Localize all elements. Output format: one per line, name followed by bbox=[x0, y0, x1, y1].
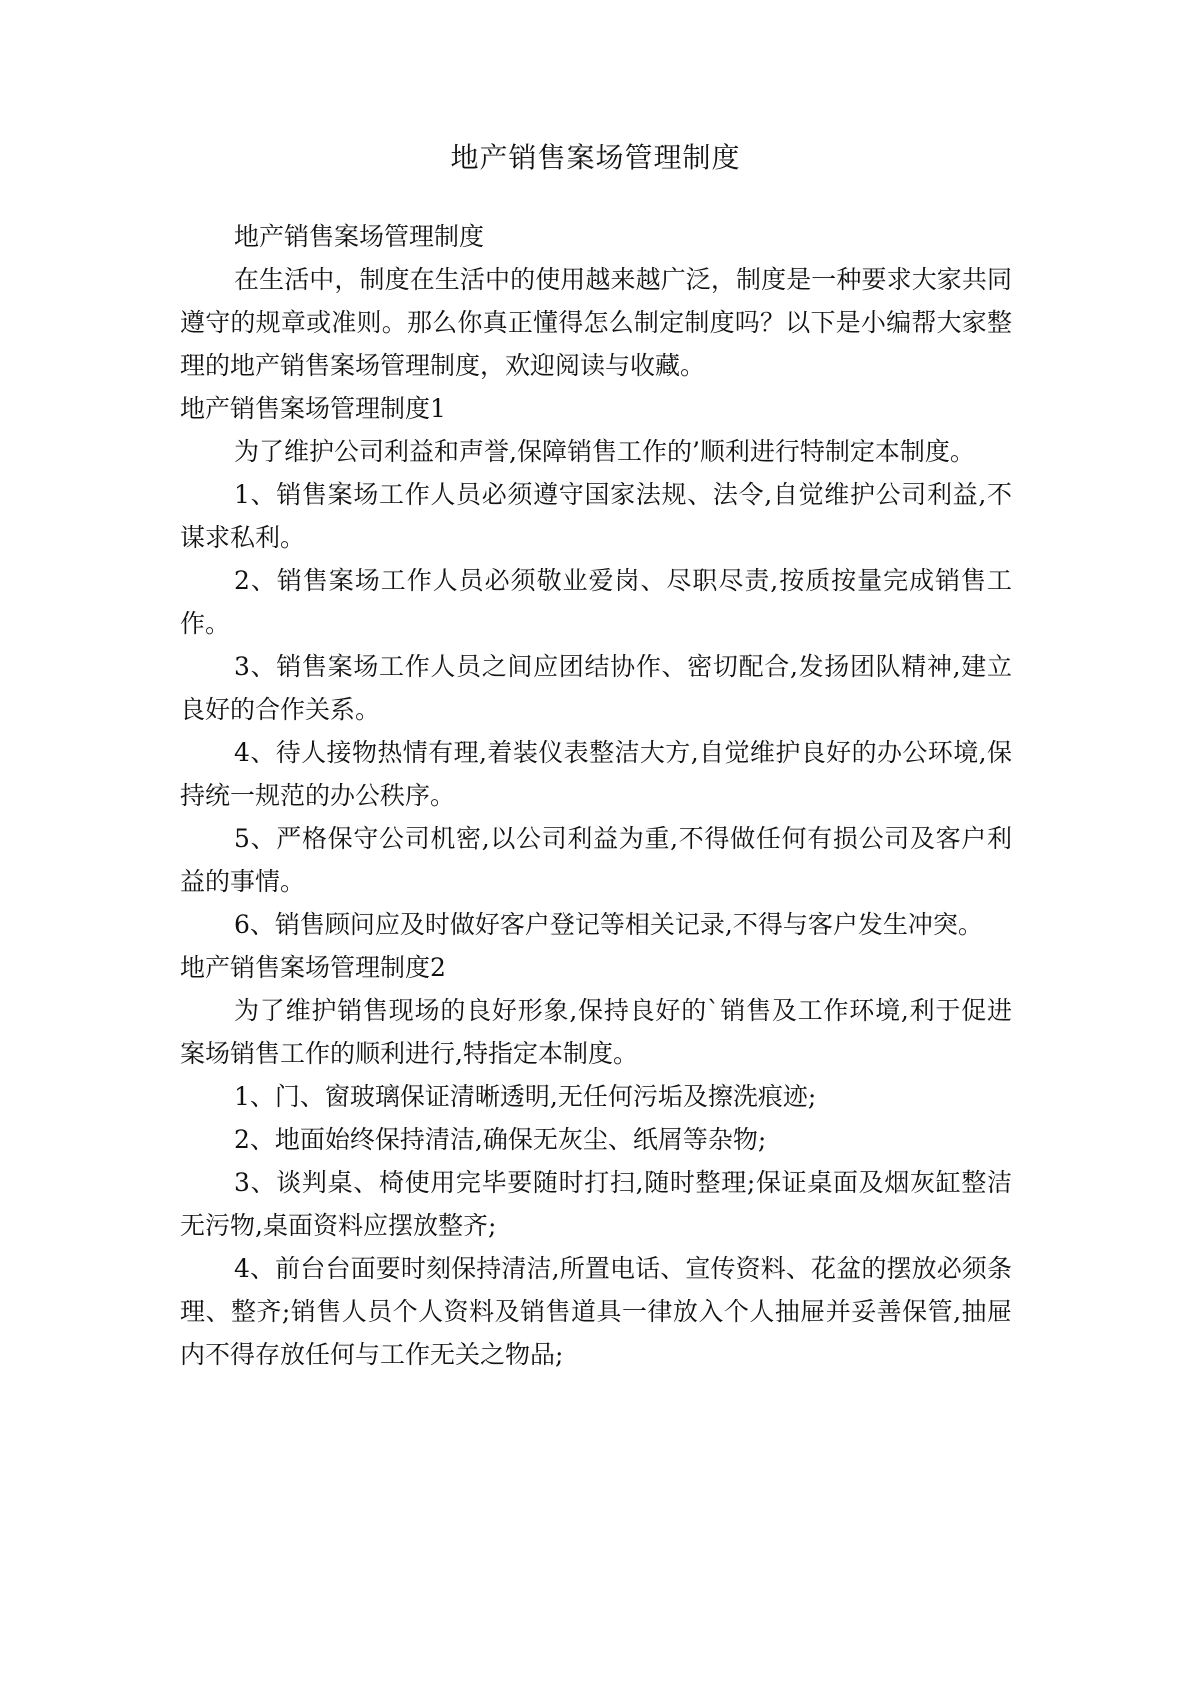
section-2-item-1: 1、门、窗玻璃保证清晰透明,无任何污垢及擦洗痕迹; bbox=[234, 1082, 817, 1111]
section-1-item-1: 1、销售案场工作人员必须遵守国家法规、法令,自觉维护公司利益,不谋求私利。 bbox=[180, 480, 1012, 552]
section-2-item-4: 4、前台台面要时刻保持清洁,所置电话、宣传资料、花盆的摆放必须条理、整齐;销售人员个人资料及销售道具一律放入个人抽屉并妥善保管,抽屉内不得存放任何与工作无关之物品; bbox=[180, 1254, 1012, 1369]
section-heading-2: 地产销售案场管理制度2 bbox=[180, 953, 446, 982]
intro-paragraph: 在生活中，制度在生活中的使用越来越广泛，制度是一种要求大家共同遵守的规章或准则。那么你真正懂得怎么制定制度吗？以下是小编帮大家整理的地产销售案场管理制度，欢迎阅读与收藏。 bbox=[180, 265, 1012, 380]
section-1-item-2: 2、销售案场工作人员必须敬业爱岗、尽职尽责,按质按量完成销售工作。 bbox=[180, 566, 1012, 638]
document-body bbox=[180, 215, 1012, 1376]
section-1-item-5: 5、严格保守公司机密,以公司利益为重,不得做任何有损公司及客户利益的事情。 bbox=[180, 824, 1012, 896]
section-2-item-3: 3、谈判桌、椅使用完毕要随时打扫,随时整理;保证桌面及烟灰缸整洁无污物,桌面资料应摆放整齐; bbox=[180, 1168, 1012, 1240]
section-1-item-3: 3、销售案场工作人员之间应团结协作、密切配合,发扬团队精神,建立良好的合作关系。 bbox=[180, 652, 1012, 724]
section-2-intro: 为了维护销售现场的良好形象,保持良好的`销售及工作环境,利于促进案场销售工作的顺利进行,特指定本制度。 bbox=[180, 996, 1012, 1068]
section-1-item-6: 6、销售顾问应及时做好客户登记等相关记录,不得与客户发生冲突。 bbox=[234, 910, 983, 939]
intro-heading: 地产销售案场管理制度 bbox=[234, 222, 485, 251]
document-title: 地产销售案场管理制度 bbox=[450, 141, 741, 174]
section-1-intro: 为了维护公司利益和声誉,保障销售工作的’顺利进行特制定本制度。 bbox=[234, 437, 975, 466]
section-heading-1: 地产销售案场管理制度1 bbox=[180, 394, 446, 423]
section-1-item-4: 4、待人接物热情有理,着装仪表整洁大方,自觉维护良好的办公环境,保持统一规范的办公秩序。 bbox=[180, 738, 1012, 810]
section-2-item-2: 2、地面始终保持清洁,确保无灰尘、纸屑等杂物; bbox=[234, 1125, 767, 1154]
